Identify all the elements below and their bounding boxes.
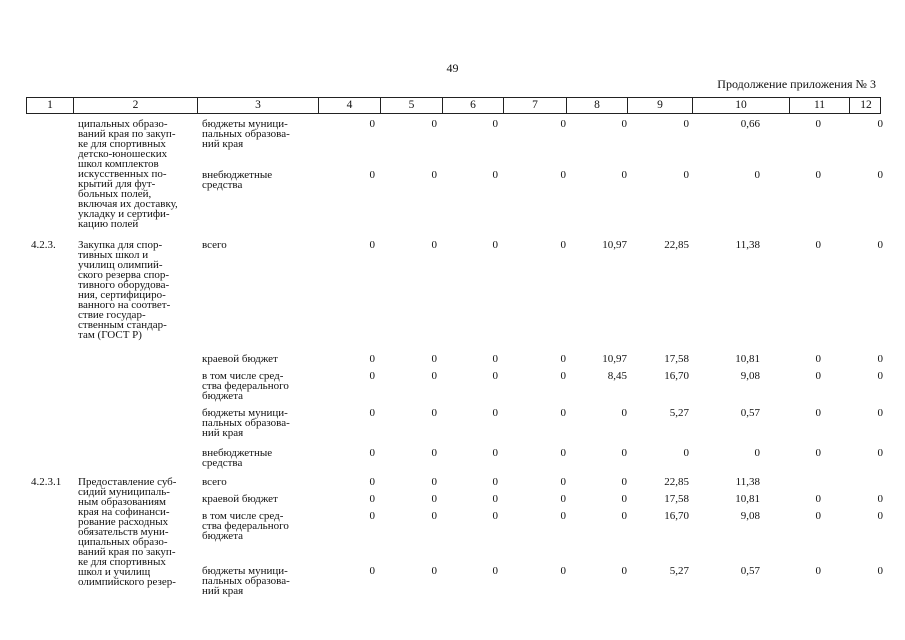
header-cell: 3 [198, 98, 319, 113]
value-cell: 0 [431, 370, 437, 382]
value-cell: 8,45 [607, 370, 627, 382]
header-cell: 9 [628, 98, 693, 113]
page-number: 49 [446, 61, 459, 75]
value-cell: 0 [492, 476, 498, 488]
value-cell: 0 [369, 447, 375, 459]
value-cell: 0 [621, 510, 627, 522]
value-cell: 0 [621, 493, 627, 505]
value-cell: 17,58 [664, 493, 689, 505]
value-cell: 0 [369, 353, 375, 365]
header-cell: 5 [381, 98, 443, 113]
value-cell: 0 [621, 169, 627, 181]
value-cell: 0 [877, 169, 883, 181]
value-cell: 0 [369, 118, 375, 130]
value-cell: 0 [877, 493, 883, 505]
value-cell: 0 [877, 239, 883, 251]
value-cell: 0 [683, 169, 689, 181]
header-cell: 6 [443, 98, 504, 113]
value-cell: 0 [877, 407, 883, 419]
funding-source: в том числе сред- ства федерального бюджета [202, 510, 289, 542]
value-cell: 0 [369, 239, 375, 251]
continuation-label: Продолжение приложения № 3 [717, 77, 876, 91]
value-cell: 0 [815, 447, 821, 459]
value-cell: 0 [560, 510, 566, 522]
table-header [26, 97, 881, 114]
value-cell: 16,70 [664, 370, 689, 382]
value-cell: 9,08 [740, 370, 760, 382]
value-cell: 0 [492, 447, 498, 459]
value-cell: 0,57 [740, 565, 760, 577]
value-cell: 0 [431, 407, 437, 419]
value-cell: 0 [560, 447, 566, 459]
value-cell: 0 [815, 510, 821, 522]
funding-source: всего [202, 476, 227, 488]
funding-source: внебюджетные средства [202, 447, 273, 469]
value-cell: 0 [431, 510, 437, 522]
value-cell: 22,85 [664, 476, 689, 488]
value-cell: 0 [431, 169, 437, 181]
item-description: Предоставление суб- сидий муниципаль- ным образованиям края на софинанси- рование расходных обязательств муни- ципальных образо- ваний края по закуп- ке для спортивных школ и училищ олимпийского резер- [78, 476, 177, 588]
value-cell: 0 [560, 239, 566, 251]
value-cell: 0 [815, 239, 821, 251]
value-cell: 0 [877, 565, 883, 577]
value-cell: 0 [815, 169, 821, 181]
header-cell: 2 [74, 98, 198, 113]
value-cell: 0 [369, 169, 375, 181]
value-cell: 0 [754, 447, 760, 459]
value-cell: 0 [621, 447, 627, 459]
value-cell: 0 [431, 493, 437, 505]
value-cell: 0 [369, 510, 375, 522]
value-cell: 0 [431, 118, 437, 130]
value-cell: 0 [492, 118, 498, 130]
value-cell: 0 [621, 407, 627, 419]
value-cell: 0 [621, 118, 627, 130]
value-cell: 0 [621, 476, 627, 488]
funding-source: в том числе сред- ства федерального бюджета [202, 370, 289, 402]
value-cell: 0 [560, 169, 566, 181]
item-description: Закупка для спор- тивных школ и училищ олимпий- ского резерва спор- тивного оборудова- ния, сертифициро- ванного на соответ- ствие государ- ственным стандар- там (ГОСТ Р) [78, 239, 171, 341]
value-cell: 0 [369, 370, 375, 382]
header-cell: 11 [790, 98, 850, 113]
header-cell: 7 [504, 98, 567, 113]
value-cell: 0 [877, 370, 883, 382]
funding-source: внебюджетные средства [202, 169, 273, 191]
value-cell: 0 [492, 510, 498, 522]
value-cell: 0 [492, 493, 498, 505]
value-cell: 10,97 [602, 239, 627, 251]
value-cell: 0 [877, 447, 883, 459]
value-cell: 0 [431, 476, 437, 488]
value-cell: 0 [492, 239, 498, 251]
value-cell: 10,81 [735, 493, 760, 505]
value-cell: 5,27 [669, 407, 689, 419]
value-cell: 0 [877, 118, 883, 130]
value-cell: 5,27 [669, 565, 689, 577]
value-cell: 0 [683, 447, 689, 459]
value-cell: 0 [683, 118, 689, 130]
value-cell: 10,97 [602, 353, 627, 365]
value-cell: 0 [431, 239, 437, 251]
funding-source: краевой бюджет [202, 353, 278, 365]
value-cell: 11,38 [735, 239, 760, 251]
value-cell: 0 [560, 493, 566, 505]
value-cell: 0 [815, 565, 821, 577]
value-cell: 0 [560, 476, 566, 488]
value-cell: 0 [369, 565, 375, 577]
value-cell: 0 [492, 169, 498, 181]
value-cell: 0 [877, 353, 883, 365]
value-cell: 0 [560, 407, 566, 419]
value-cell: 9,08 [740, 510, 760, 522]
value-cell: 0 [369, 407, 375, 419]
value-cell: 0 [431, 353, 437, 365]
header-cell: 1 [27, 98, 74, 113]
value-cell: 0 [560, 118, 566, 130]
value-cell: 0 [431, 447, 437, 459]
value-cell: 0 [815, 370, 821, 382]
value-cell: 0 [815, 118, 821, 130]
value-cell: 0 [560, 353, 566, 365]
header-cell: 10 [693, 98, 790, 113]
funding-source: бюджеты муници- пальных образова- ний края [202, 118, 290, 150]
value-cell: 0 [369, 493, 375, 505]
value-cell: 17,58 [664, 353, 689, 365]
value-cell: 0,66 [740, 118, 760, 130]
value-cell: 0 [621, 565, 627, 577]
value-cell: 0 [560, 370, 566, 382]
value-cell: 22,85 [664, 239, 689, 251]
value-cell: 0 [560, 565, 566, 577]
funding-source: краевой бюджет [202, 493, 278, 505]
value-cell: 0 [754, 169, 760, 181]
value-cell: 0 [492, 353, 498, 365]
item-number: 4.2.3. [31, 239, 56, 251]
value-cell: 0 [492, 407, 498, 419]
funding-source: всего [202, 239, 227, 251]
value-cell: 10,81 [735, 353, 760, 365]
item-description: ципальных образо- ваний края по закуп- ке для спортивных детско-юношеских школ комплектов искусственных по- крытий для фут- больных полей, включая их доставку, укладку и сертифи- кацию полей [78, 118, 178, 230]
value-cell: 11,38 [735, 476, 760, 488]
value-cell: 16,70 [664, 510, 689, 522]
header-cell: 8 [567, 98, 628, 113]
value-cell: 0 [431, 565, 437, 577]
funding-source: бюджеты муници- пальных образова- ний края [202, 407, 290, 439]
value-cell: 0 [492, 370, 498, 382]
value-cell: 0,57 [740, 407, 760, 419]
value-cell: 0 [877, 510, 883, 522]
value-cell: 0 [815, 353, 821, 365]
funding-source: бюджеты муници- пальных образова- ний края [202, 565, 290, 597]
header-cell: 4 [319, 98, 381, 113]
header-cell: 12 [860, 99, 872, 111]
value-cell: 0 [369, 476, 375, 488]
value-cell: 0 [492, 565, 498, 577]
value-cell: 0 [815, 493, 821, 505]
item-number: 4.2.3.1 [31, 476, 62, 488]
value-cell: 0 [815, 407, 821, 419]
